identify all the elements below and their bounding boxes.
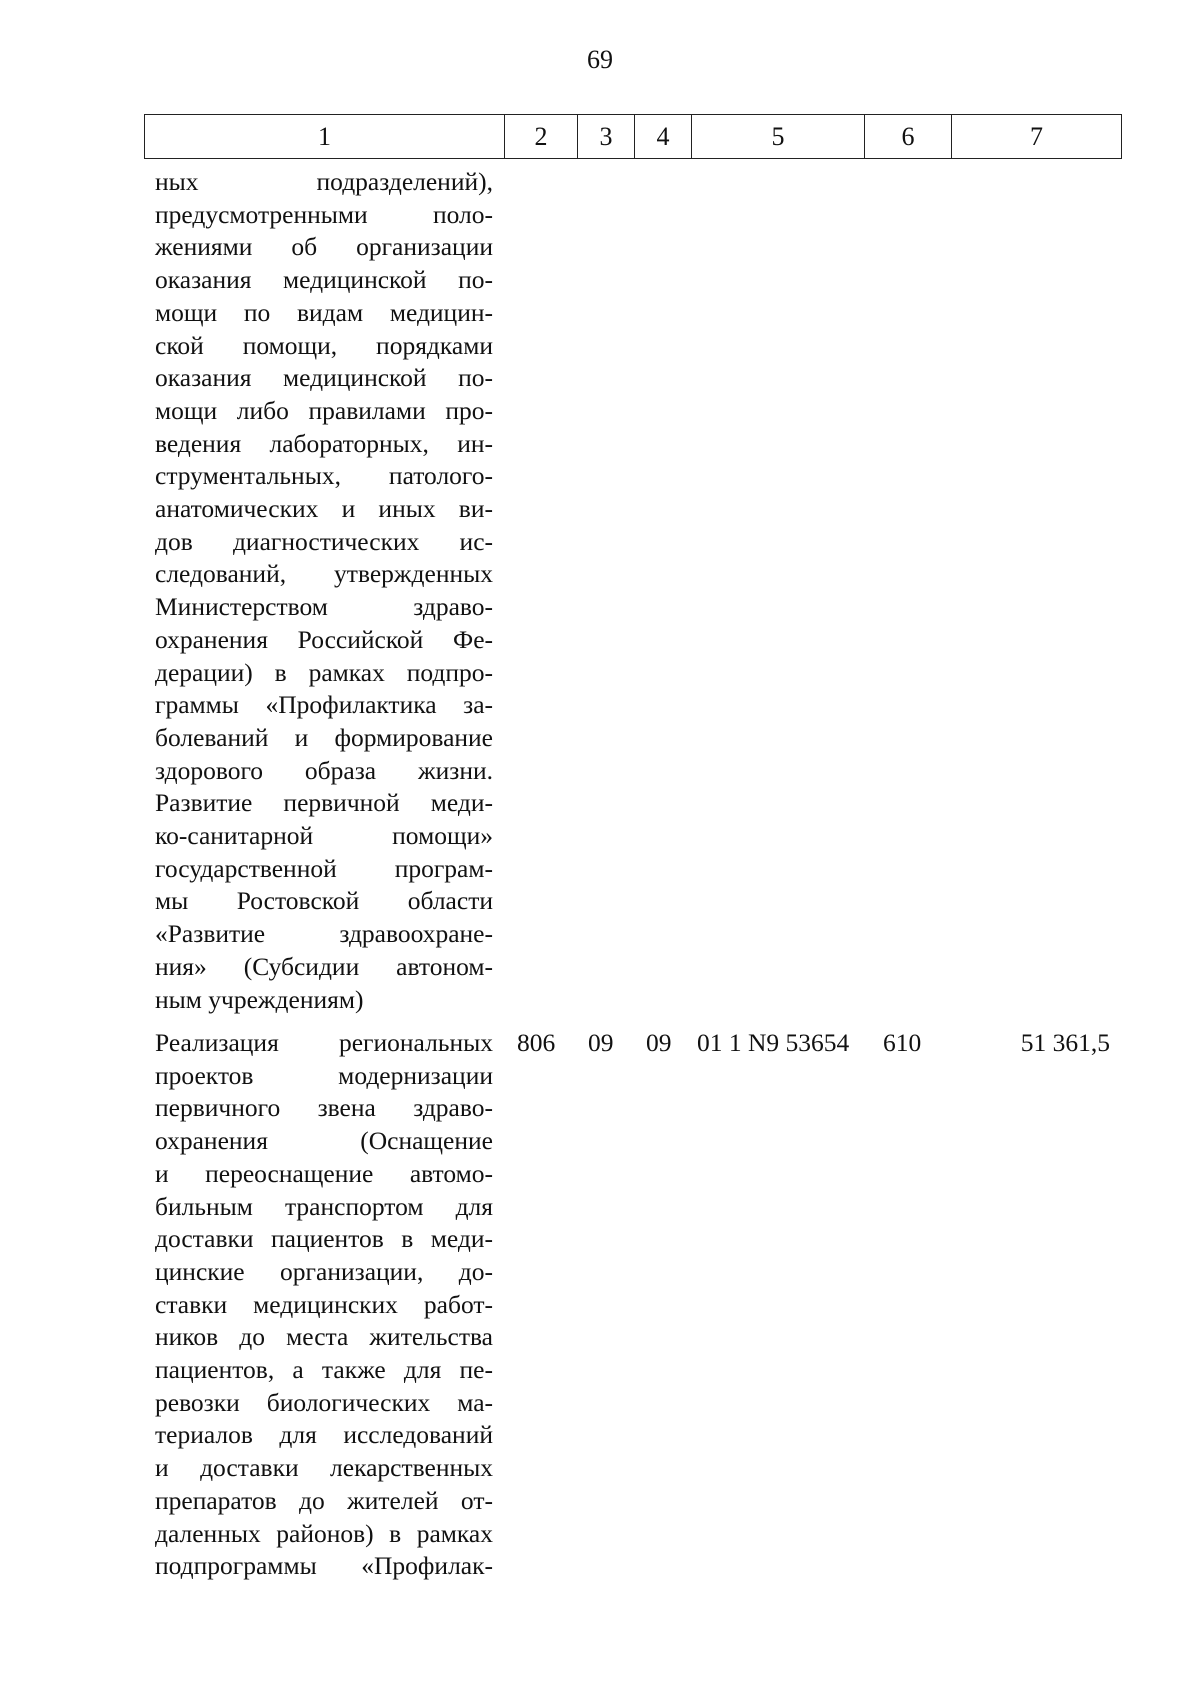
header-col-1: 1	[145, 115, 505, 158]
row-2-col-6: 610	[883, 1028, 922, 1057]
description-line: ко-санитарной помощи»	[155, 821, 493, 851]
description-line: мощи по видам медицин-	[155, 297, 493, 327]
table-header-row	[144, 114, 1122, 159]
description-line: бильным транспортом для	[155, 1191, 493, 1221]
description-line: ных подразделений),	[155, 167, 493, 196]
description-line: ния» (Субсидии автоном-	[155, 951, 493, 981]
row-2-col-3: 09	[588, 1028, 614, 1057]
row-2-col-5: 01 1 N9 53654	[697, 1028, 850, 1057]
description-line: Министерством здраво-	[155, 592, 493, 622]
row-1-description	[155, 166, 493, 1016]
description-line: «Развитие здравоохране-	[155, 919, 493, 949]
description-line: Развитие первичной меди-	[155, 788, 493, 818]
description-line: Реализация региональных	[155, 1028, 493, 1057]
description-line: государственной програм-	[155, 853, 493, 883]
row-2-col-7: 51 361,5	[1020, 1028, 1110, 1057]
description-line: струментальных, патолого-	[155, 461, 493, 491]
description-line: териалов для исследований	[155, 1420, 493, 1450]
description-line: доставки пациентов в меди-	[155, 1224, 493, 1254]
row-2-description	[155, 1027, 493, 1583]
description-line: дов диагностических ис-	[155, 526, 493, 556]
description-line: цинские организации, до-	[155, 1256, 493, 1286]
page-number: 69	[587, 45, 613, 74]
description-line: охранения (Оснащение	[155, 1126, 493, 1156]
row-2-col-4: 09	[646, 1028, 672, 1057]
description-line: мы Ростовской области	[155, 886, 493, 916]
row-2-col-2: 806	[517, 1028, 556, 1057]
header-col-4: 4	[635, 115, 692, 158]
description-line: оказания медицинской по-	[155, 363, 493, 393]
description-line: анатомических и иных ви-	[155, 494, 493, 524]
description-line: первичного звена здраво-	[155, 1093, 493, 1123]
description-line: ников до места жительства	[155, 1322, 493, 1352]
description-line: охранения Российской Фе-	[155, 624, 493, 654]
description-line: пациентов, а также для пе-	[155, 1355, 493, 1385]
description-line: препаратов до жителей от-	[155, 1485, 493, 1515]
description-line: дерации) в рамках подпро-	[155, 657, 493, 687]
description-line: здорового образа жизни.	[155, 755, 493, 785]
description-line: предусмотренными поло-	[155, 199, 493, 229]
description-line: ным учреждениям)	[155, 984, 364, 1014]
description-line: ской помощи, порядками	[155, 330, 493, 360]
description-line: ведения лабораторных, ин-	[155, 428, 493, 458]
description-line: жениями об организации	[155, 232, 493, 262]
header-col-6: 6	[865, 115, 952, 158]
description-line: даленных районов) в рамках	[155, 1518, 493, 1548]
header-col-3: 3	[578, 115, 635, 158]
header-col-5: 5	[692, 115, 865, 158]
description-line: ставки медицинских работ-	[155, 1289, 493, 1319]
description-line: мощи либо правилами про-	[155, 395, 493, 425]
header-col-2: 2	[505, 115, 578, 158]
description-line: граммы «Профилактика за-	[155, 690, 493, 720]
description-line: ревозки биологических ма-	[155, 1387, 493, 1417]
description-line: и переоснащение автомо-	[155, 1158, 493, 1188]
description-line: подпрограммы «Профилак-	[155, 1551, 493, 1581]
header-col-7: 7	[1030, 122, 1043, 151]
description-line: болеваний и формирование	[155, 722, 493, 752]
description-line: оказания медицинской по-	[155, 265, 493, 295]
description-line: и доставки лекарственных	[155, 1453, 493, 1483]
description-line: проектов модернизации	[155, 1060, 493, 1090]
description-line: следований, утвержденных	[155, 559, 493, 589]
